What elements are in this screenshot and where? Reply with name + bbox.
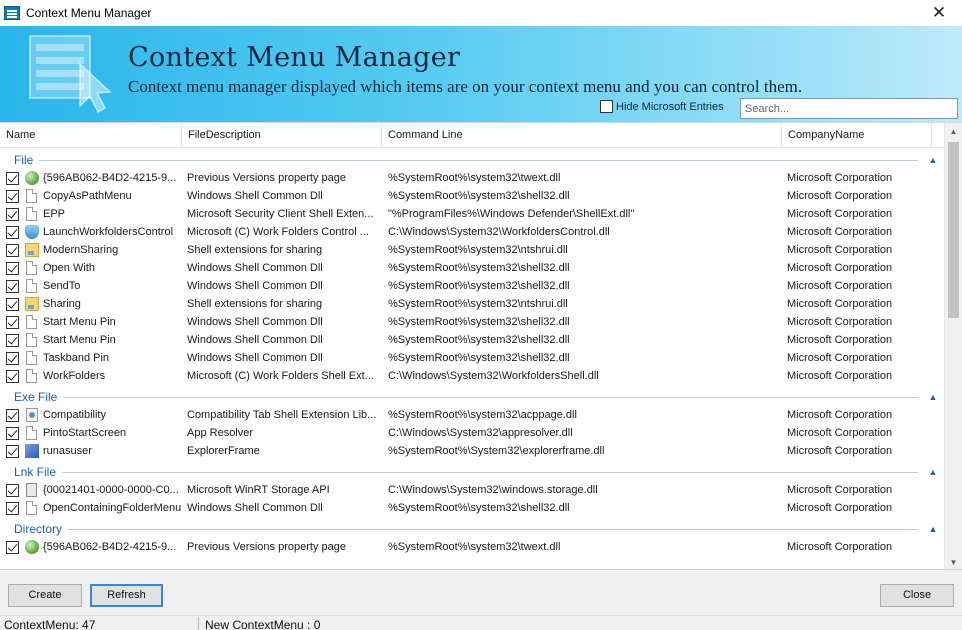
column-header-row <box>0 123 944 148</box>
share-icon <box>25 243 39 257</box>
cell-company-name: Microsoft Corporation <box>787 316 893 328</box>
cell-name <box>0 540 182 554</box>
table-row[interactable] <box>0 424 944 442</box>
collapse-caret-icon[interactable]: ▲ <box>928 524 938 534</box>
new-context-menu-count: New ContextMenu : 0 <box>205 618 321 630</box>
window-title: Context Menu Manager <box>26 6 152 20</box>
storage-icon <box>26 483 37 497</box>
enable-checkbox[interactable] <box>6 190 19 203</box>
search-input[interactable] <box>740 98 958 119</box>
document-icon <box>26 315 37 329</box>
table-row[interactable] <box>0 223 944 241</box>
cell-name <box>0 351 182 365</box>
enable-checkbox[interactable] <box>6 409 19 422</box>
group-name: File <box>14 153 34 167</box>
cell-file-description: Shell extensions for sharing <box>187 298 323 310</box>
table-row[interactable] <box>0 499 944 517</box>
cell-command-line: %SystemRoot%\system32\shell32.dll <box>388 502 570 514</box>
entry-name: Taskband Pin <box>43 352 110 364</box>
enable-checkbox[interactable] <box>6 226 19 239</box>
cell-company-name: Microsoft Corporation <box>787 370 893 382</box>
cell-command-line: %SystemRoot%\system32\shell32.dll <box>388 280 570 292</box>
cell-company-name: Microsoft Corporation <box>787 502 893 514</box>
cell-file-description: Windows Shell Common Dll <box>187 334 323 346</box>
cell-name <box>0 171 182 185</box>
globe-icon <box>25 540 39 554</box>
column-header-file-description[interactable]: FileDescription <box>182 123 382 148</box>
status-separator <box>198 617 199 630</box>
entry-name: {596AB062-B4D2-4215-9... <box>43 172 177 184</box>
cell-command-line: %SystemRoot%\system32\twext.dll <box>388 172 561 184</box>
window-close-icon[interactable]: ✕ <box>931 3 947 23</box>
enable-checkbox[interactable] <box>6 502 19 515</box>
group-divider <box>62 472 918 473</box>
document-icon <box>26 351 37 365</box>
cell-command-line: "%ProgramFiles%\Windows Defender\ShellExt.dll" <box>388 208 635 220</box>
entry-name: Open With <box>43 262 95 274</box>
cell-file-description: App Resolver <box>187 427 254 439</box>
cell-company-name: Microsoft Corporation <box>787 226 893 238</box>
cell-name <box>0 243 182 257</box>
table-row[interactable] <box>0 481 944 499</box>
header-banner <box>0 26 962 122</box>
cell-name <box>0 333 182 347</box>
entry-name: Compatibility <box>43 409 106 421</box>
cell-company-name: Microsoft Corporation <box>787 262 893 274</box>
create-button[interactable]: Create <box>8 584 82 607</box>
cell-name <box>0 207 182 221</box>
hide-microsoft-entries-label: Hide Microsoft Entries <box>616 100 724 113</box>
table-row[interactable] <box>0 205 944 223</box>
cell-file-description: Windows Shell Common Dll <box>187 316 323 328</box>
table-row[interactable] <box>0 295 944 313</box>
entry-name: WorkFolders <box>43 370 106 382</box>
cell-company-name: Microsoft Corporation <box>787 427 893 439</box>
entry-name: Start Menu Pin <box>43 316 116 328</box>
cell-company-name: Microsoft Corporation <box>787 445 893 457</box>
cell-company-name: Microsoft Corporation <box>787 352 893 364</box>
status-bar <box>0 615 962 630</box>
group-name: Exe File <box>14 390 58 404</box>
cell-name <box>0 444 182 458</box>
cell-name <box>0 426 182 440</box>
table-row[interactable] <box>0 259 944 277</box>
document-icon <box>26 333 37 347</box>
globe-icon <box>25 171 39 185</box>
share-icon <box>25 297 39 311</box>
table-row[interactable] <box>0 277 944 295</box>
cell-file-description: Previous Versions property page <box>187 172 346 184</box>
appcompat-icon <box>26 408 38 422</box>
scroll-down-arrow-icon[interactable]: ▼ <box>949 558 958 567</box>
collapse-caret-icon[interactable]: ▲ <box>928 392 938 402</box>
enable-checkbox[interactable] <box>6 352 19 365</box>
cell-command-line: %SystemRoot%\system32\twext.dll <box>388 541 561 553</box>
cell-file-description: Windows Shell Common Dll <box>187 280 323 292</box>
close-button[interactable]: Close <box>880 584 954 607</box>
cell-command-line: C:\Windows\System32\appresolver.dll <box>388 427 573 439</box>
group-divider <box>39 160 918 161</box>
enable-checkbox[interactable] <box>6 316 19 329</box>
collapse-caret-icon[interactable]: ▲ <box>928 467 938 477</box>
cell-name <box>0 225 182 239</box>
cell-name <box>0 315 182 329</box>
app-icon <box>4 6 20 20</box>
document-icon <box>26 426 37 440</box>
group-header[interactable] <box>0 388 944 406</box>
cell-command-line: %SystemRoot%\system32\ntshrui.dll <box>388 298 568 310</box>
title-bar <box>0 0 962 26</box>
cell-name <box>0 189 182 203</box>
entry-name: PintoStartScreen <box>43 427 127 439</box>
cell-company-name: Microsoft Corporation <box>787 172 893 184</box>
table-row[interactable] <box>0 169 944 187</box>
button-bar <box>0 570 962 615</box>
group-name: Lnk File <box>14 465 57 479</box>
table-row[interactable] <box>0 349 944 367</box>
context-menu-illustration-icon <box>28 34 124 114</box>
cell-file-description: Compatibility Tab Shell Extension Lib... <box>187 409 377 421</box>
hide-microsoft-entries-toggle[interactable] <box>600 100 724 113</box>
cell-command-line: %SystemRoot%\system32\ntshrui.dll <box>388 244 568 256</box>
enable-checkbox[interactable] <box>6 244 19 257</box>
table-row[interactable] <box>0 331 944 349</box>
context-menu-count: ContextMenu: 47 <box>4 618 96 630</box>
table-row[interactable] <box>0 313 944 331</box>
cell-file-description: Windows Shell Common Dll <box>187 352 323 364</box>
entry-name: runasuser <box>43 445 92 457</box>
entry-name: CopyAsPathMenu <box>43 190 132 202</box>
cell-file-description: Microsoft WinRT Storage API <box>187 484 330 496</box>
enable-checkbox[interactable] <box>6 541 19 554</box>
collapse-caret-icon[interactable]: ▲ <box>928 155 938 165</box>
cell-file-description: Windows Shell Common Dll <box>187 502 323 514</box>
table-row[interactable] <box>0 442 944 460</box>
cell-file-description: Windows Shell Common Dll <box>187 262 323 274</box>
entry-name: OpenContainingFolderMenu <box>43 502 182 514</box>
entry-name: ModernSharing <box>43 244 119 256</box>
document-icon <box>26 189 37 203</box>
cell-company-name: Microsoft Corporation <box>787 484 893 496</box>
cube-icon <box>25 444 39 458</box>
cell-file-description: ExplorerFrame <box>187 445 260 457</box>
cell-company-name: Microsoft Corporation <box>787 190 893 202</box>
cell-file-description: Windows Shell Common Dll <box>187 190 323 202</box>
cell-name <box>0 501 182 515</box>
cell-command-line: %SystemRoot%\system32\acppage.dll <box>388 409 577 421</box>
enable-checkbox[interactable] <box>6 208 19 221</box>
cell-company-name: Microsoft Corporation <box>787 244 893 256</box>
enable-checkbox[interactable] <box>6 334 19 347</box>
hide-microsoft-entries-checkbox[interactable] <box>600 100 613 113</box>
column-header-company-name[interactable]: CompanyName <box>782 123 932 148</box>
group-header[interactable] <box>0 520 944 538</box>
cell-file-description: Microsoft (C) Work Folders Control ... <box>187 226 369 238</box>
cell-name <box>0 369 182 383</box>
cell-name <box>0 297 182 311</box>
cell-name <box>0 483 182 497</box>
cell-command-line: %SystemRoot%\System32\explorerframe.dll <box>388 445 605 457</box>
column-header-name[interactable]: Name <box>0 123 182 148</box>
scrollbar-thumb[interactable] <box>948 142 959 318</box>
cell-company-name: Microsoft Corporation <box>787 541 893 553</box>
cell-company-name: Microsoft Corporation <box>787 208 893 220</box>
table-row[interactable] <box>0 241 944 259</box>
enable-checkbox[interactable] <box>6 172 19 185</box>
banner-subtitle: Context menu manager displayed which items are on your context menu and you can control them. <box>128 77 803 96</box>
context-menu-list[interactable] <box>0 122 962 570</box>
table-row[interactable] <box>0 538 944 556</box>
entry-name: EPP <box>43 208 66 220</box>
cell-command-line: %SystemRoot%\system32\shell32.dll <box>388 316 570 328</box>
cell-file-description: Microsoft (C) Work Folders Shell Ext... <box>187 370 374 382</box>
cell-command-line: C:\Windows\System32\windows.storage.dll <box>388 484 598 496</box>
document-icon <box>26 207 37 221</box>
scroll-up-arrow-icon[interactable]: ▲ <box>949 127 958 136</box>
list-rows <box>0 148 944 556</box>
cell-name <box>0 408 182 422</box>
entry-name: SendTo <box>43 280 81 292</box>
group-header[interactable] <box>0 463 944 481</box>
cell-name <box>0 279 182 293</box>
entry-name: Sharing <box>43 298 81 310</box>
vertical-scrollbar[interactable] <box>944 123 962 570</box>
table-row[interactable] <box>0 367 944 385</box>
cell-command-line: %SystemRoot%\system32\shell32.dll <box>388 334 570 346</box>
refresh-button[interactable]: Refresh <box>90 584 163 607</box>
document-icon <box>26 369 37 383</box>
cell-file-description: Shell extensions for sharing <box>187 244 323 256</box>
enable-checkbox[interactable] <box>6 280 19 293</box>
cell-command-line: %SystemRoot%\system32\shell32.dll <box>388 262 570 274</box>
cell-command-line: %SystemRoot%\system32\shell32.dll <box>388 190 570 202</box>
document-icon <box>26 501 37 515</box>
cell-command-line: C:\Windows\System32\WorkfoldersShell.dll <box>388 370 599 382</box>
group-name: Directory <box>14 522 63 536</box>
cell-name <box>0 261 182 275</box>
enable-checkbox[interactable] <box>6 484 19 497</box>
cell-command-line: C:\Windows\System32\WorkfoldersControl.dll <box>388 226 610 238</box>
table-row[interactable] <box>0 187 944 205</box>
group-divider <box>63 397 918 398</box>
cell-company-name: Microsoft Corporation <box>787 298 893 310</box>
shield-icon <box>25 225 39 239</box>
cell-company-name: Microsoft Corporation <box>787 334 893 346</box>
enable-checkbox[interactable] <box>6 370 19 383</box>
cell-company-name: Microsoft Corporation <box>787 280 893 292</box>
entry-name: {596AB062-B4D2-4215-9... <box>43 541 177 553</box>
document-icon <box>26 279 37 293</box>
cell-company-name: Microsoft Corporation <box>787 409 893 421</box>
cell-file-description: Previous Versions property page <box>187 541 346 553</box>
column-header-command-line[interactable]: Command Line <box>382 123 782 148</box>
entry-name: Start Menu Pin <box>43 334 116 346</box>
banner-title: Context Menu Manager <box>128 42 461 73</box>
table-row[interactable] <box>0 406 944 424</box>
enable-checkbox[interactable] <box>6 262 19 275</box>
enable-checkbox[interactable] <box>6 445 19 458</box>
enable-checkbox[interactable] <box>6 298 19 311</box>
entry-name: {00021401-0000-0000-C0... <box>43 484 179 496</box>
group-divider <box>68 529 918 530</box>
document-icon <box>26 261 37 275</box>
enable-checkbox[interactable] <box>6 427 19 440</box>
entry-name: LaunchWorkfoldersControl <box>43 226 174 238</box>
cell-command-line: %SystemRoot%\system32\shell32.dll <box>388 352 570 364</box>
group-header[interactable] <box>0 151 944 169</box>
cell-file-description: Microsoft Security Client Shell Exten... <box>187 208 374 220</box>
